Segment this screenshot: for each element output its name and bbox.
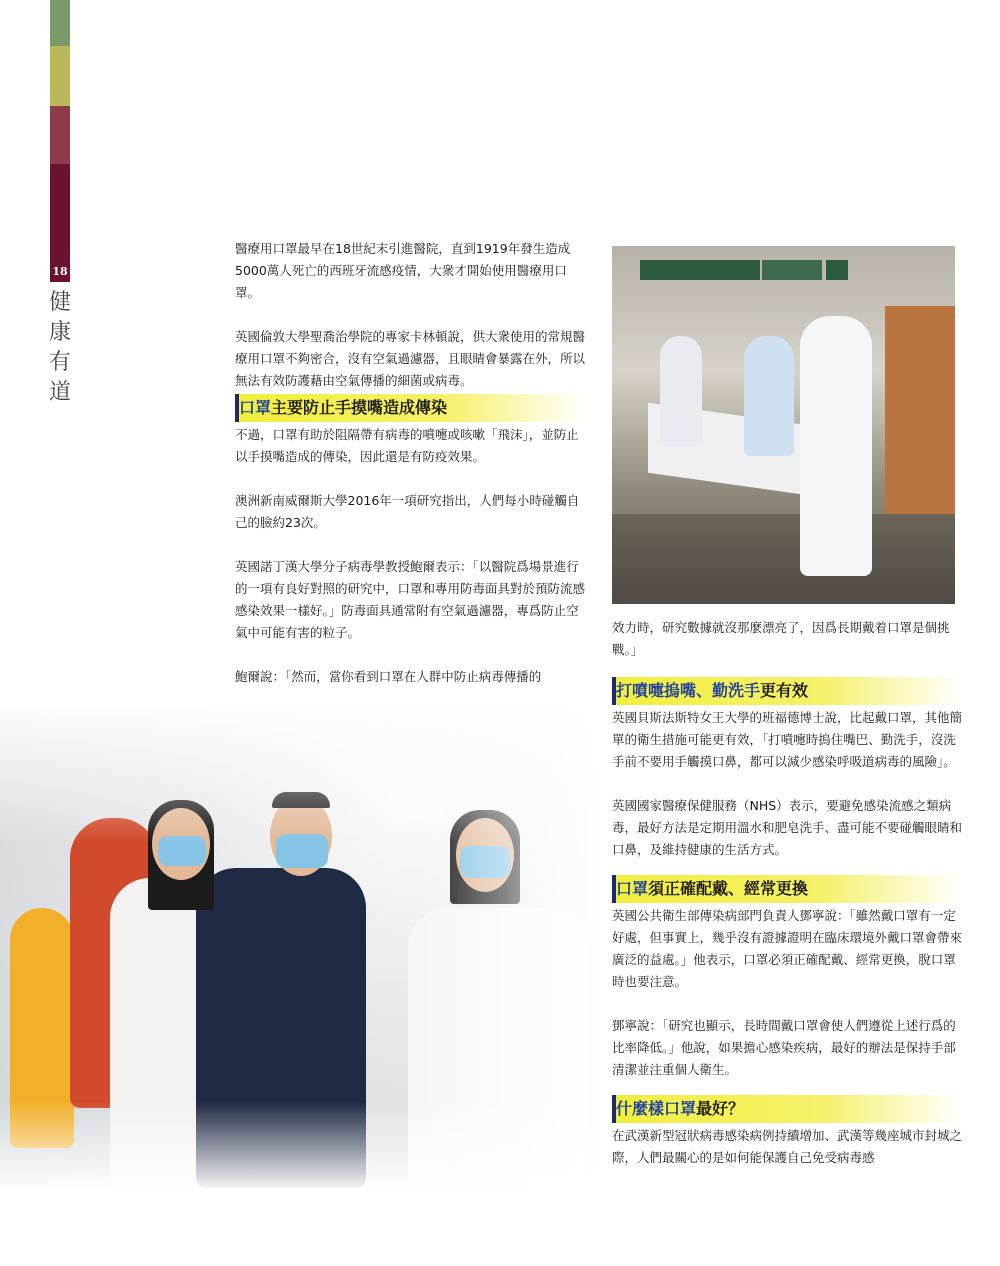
corridor-floor <box>612 514 955 604</box>
heading-highlight: 什麼樣口罩 <box>616 1099 697 1118</box>
paragraph: 英國貝斯法斯特女王大學的班福德博士說，比起戴口罩，其他簡單的衛生措施可能更有效，「打噴嚏時摀住嘴巴、勤洗手，沒洗手前不要用手觸摸口鼻，都可以減少感染呼吸道病毒的風險」。 <box>612 710 963 769</box>
section-heading <box>612 677 962 705</box>
section-char: 康 <box>48 320 71 345</box>
left-column <box>235 238 585 688</box>
paragraph: 澳洲新南威爾斯大學2016年一項研究指出，人們每小時碰觸自己的臉約23次。 <box>235 493 580 530</box>
heading-text: 最好？ <box>696 1099 745 1118</box>
paragraph: 鄧寧說：「研究也顯示，長時間戴口罩會使人們遵從上述行爲的比率降低。」他說，如果擔心感染疾病，最好的辦法是保持手部清潔並注重個人衛生。 <box>612 1018 956 1077</box>
paragraph: 在武漢新型冠狀病毒感染病例持續增加、武漢等幾座城市封城之際，人們最關心的是如何能保護自己免受病毒感 <box>612 1128 963 1165</box>
floor-sign <box>826 260 848 280</box>
heading-text: 更有效 <box>760 681 809 700</box>
section-char: 道 <box>48 380 71 405</box>
page-number: 18 <box>50 260 70 282</box>
section-heading <box>612 875 962 903</box>
heading-highlight: 口罩 <box>239 398 272 417</box>
heading-text: 主要防止手摸嘴造成傳染 <box>271 398 448 417</box>
paragraph: 不過，口罩有助於阻隔帶有病毒的噴嚏或咳嗽「飛沫」，並防止以手摸嘴造成的傳染，因此還是有防疫效果。 <box>235 427 579 464</box>
paragraph: 鮑爾說：「然而，當你看到口罩在人群中防止病毒傳播的 <box>235 669 542 684</box>
heading-text: 須正確配戴、經常更換 <box>648 879 809 898</box>
paragraph: 醫療用口罩最早在18世紀末引進醫院，直到1919年發生造成5000萬人死亡的西班牙流感疫情，大衆才開始使用醫療用口罩。 <box>235 241 571 300</box>
section-char: 有 <box>48 350 71 375</box>
paragraph: 英國諾丁漢大學分子病毒學教授鮑爾表示：「以醫院爲場景進行的一項有良好對照的研究中，口罩和專用防毒面具對於預防流感感染效果一樣好。」防毒面具通常附有空氣過濾器，專爲防止空氣中可能有害的粒子。 <box>235 559 586 640</box>
section-heading <box>235 394 585 422</box>
medical-worker-figure <box>800 316 872 576</box>
color-stripe-maroon <box>50 164 70 260</box>
heading-highlight: 口罩 <box>616 879 649 898</box>
ward-sign <box>762 260 822 280</box>
paragraph: 效力時，研究數據就沒那麼漂亮了，因爲長期戴着口罩是個挑戰。」 <box>612 620 950 657</box>
right-column <box>612 617 962 1169</box>
color-stripe-olive <box>50 46 70 106</box>
heading-highlight: 打噴嚏摀嘴、勤洗手 <box>616 681 761 700</box>
section-heading <box>612 1095 962 1123</box>
medical-worker-figure <box>744 336 794 456</box>
paragraph: 英國國家醫療保健服務（NHS）表示，要避免感染流感之類病毒，最好方法是定期用溫水和肥皂洗手、盡可能不要碰觸眼睛和口鼻，及維持健康的生活方式。 <box>612 798 963 857</box>
paragraph: 英國倫敦大學聖喬治學院的專家卡林頓說，供大衆使用的常規醫療用口罩不夠密合，沒有空氣過濾器，且眼睛會暴露在外，所以無法有效防護藉由空氣傳播的細菌或病毒。 <box>235 329 586 388</box>
hospital-photo <box>612 246 955 604</box>
color-stripe-green <box>50 0 70 46</box>
color-stripe-rose <box>50 106 70 164</box>
ward-sign <box>640 260 760 280</box>
photo-fade-overlay <box>0 708 594 1188</box>
section-char: 健 <box>48 290 71 315</box>
medical-worker-figure <box>660 336 702 446</box>
section-title <box>48 288 72 408</box>
crowd-photo <box>0 708 594 1188</box>
paragraph: 英國公共衛生部傳染病部門負責人鄧寧說：「雖然戴口罩有一定好處，但事實上，幾乎沒有證據證明在臨床環境外戴口罩會帶來廣泛的益處。」他表示，口罩必須正確配戴、經常更換，脫口罩時也要注意。 <box>612 908 963 989</box>
